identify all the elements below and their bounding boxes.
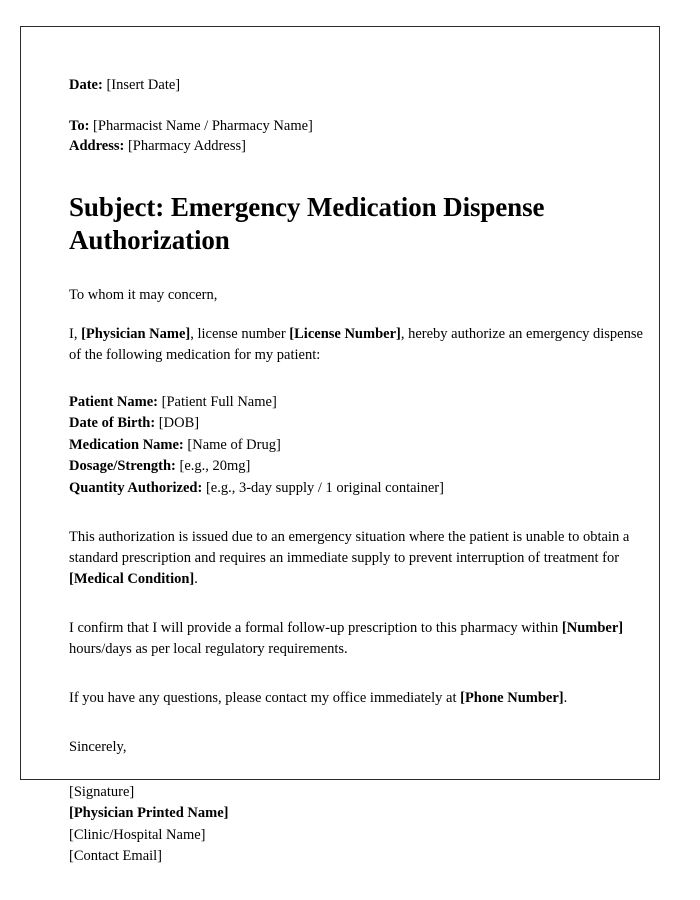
medical-condition-placeholder: [Medical Condition]	[69, 570, 195, 587]
number-placeholder: [Number]	[561, 619, 624, 636]
field-label: Patient Name:	[69, 393, 158, 410]
field-label: Medication Name:	[69, 436, 184, 453]
to-value: [Pharmacist Name / Pharmacy Name]	[93, 117, 313, 134]
intro-paragraph	[69, 324, 647, 366]
intro-part1: I,	[69, 325, 82, 342]
field-row	[69, 413, 647, 434]
field-value: [e.g., 3-day supply / 1 original container]	[205, 479, 444, 496]
signature-placeholder: [Signature]	[69, 783, 135, 800]
document-frame	[20, 26, 660, 865]
document-title: Subject: Emergency Medication Dispense Authorization	[69, 191, 545, 255]
closing: Sincerely,	[69, 738, 127, 755]
field-row	[69, 392, 647, 413]
date-row	[69, 75, 647, 96]
salutation: To whom it may concern,	[69, 286, 218, 303]
clinic-name-placeholder: [Clinic/Hospital Name]	[69, 826, 206, 843]
authorization-paragraph	[69, 527, 647, 590]
intro-part2: , license number	[190, 325, 290, 342]
field-value: [e.g., 20mg]	[179, 458, 251, 475]
field-value: [Patient Full Name]	[161, 393, 277, 410]
recipient-block	[69, 116, 647, 157]
field-row	[69, 435, 647, 456]
document-body	[69, 75, 647, 868]
contact-paragraph	[69, 688, 647, 709]
address-value: [Pharmacy Address]	[127, 138, 246, 155]
medication-details-list	[69, 392, 647, 499]
field-value: [Name of Drug]	[187, 436, 281, 453]
followup-part1: I confirm that I will provide a formal follow-up prescription to this pharmacy within	[69, 619, 562, 636]
followup-paragraph	[69, 618, 647, 660]
date-label: Date:	[69, 77, 103, 93]
phone-number-placeholder: [Phone Number]	[460, 689, 564, 706]
field-row	[69, 478, 647, 499]
date-value: [Insert Date]	[106, 77, 181, 93]
date-line	[69, 75, 647, 96]
authorization-part2: .	[194, 570, 198, 587]
to-line	[69, 116, 647, 137]
physician-name-placeholder: [Physician Name]	[81, 325, 191, 342]
address-line	[69, 136, 647, 157]
address-label: Address:	[69, 138, 125, 155]
printed-name-placeholder: [Physician Printed Name]	[69, 805, 229, 822]
authorization-part1: This authorization is issued due to an emergency situation where the patient is unable to obtain a standard prescription and requires an immediate supply to prevent interruption of treatment for	[69, 528, 630, 566]
field-row	[69, 456, 647, 477]
field-value: [DOB]	[158, 415, 200, 432]
field-label: Quantity Authorized:	[69, 479, 203, 496]
contact-part2: .	[563, 689, 568, 706]
license-number-placeholder: [License Number]	[289, 325, 401, 342]
contact-email-placeholder: [Contact Email]	[69, 848, 163, 865]
field-label: Dosage/Strength:	[69, 458, 176, 475]
contact-part1: If you have any questions, please contact my office immediately at	[69, 689, 461, 706]
followup-part2: hours/days as per local regulatory requirements.	[69, 640, 348, 657]
to-label: To:	[69, 117, 90, 134]
signature-block	[69, 782, 647, 867]
intro-part3: , hereby authorize an emergency dispense of the following medication for my patient:	[69, 325, 643, 363]
field-label: Date of Birth:	[69, 415, 156, 432]
